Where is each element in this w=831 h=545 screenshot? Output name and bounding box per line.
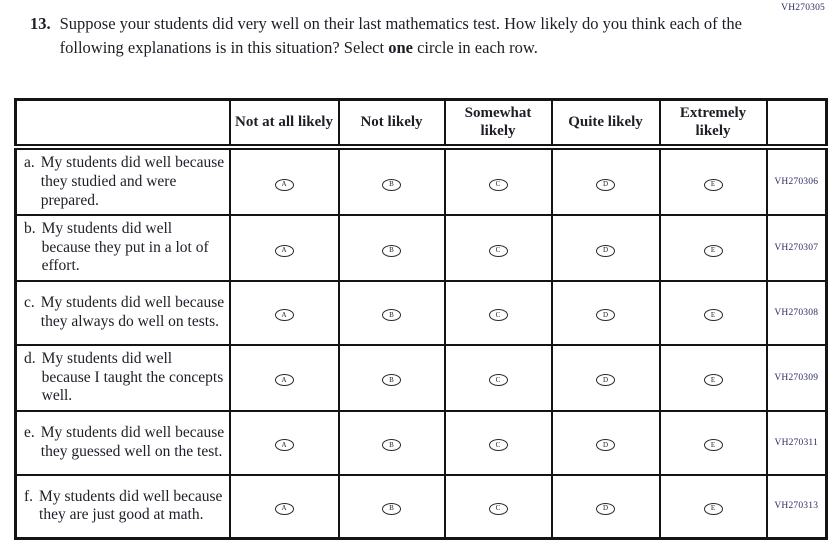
cell-d-not-at-all [230,345,339,411]
statement-d-text: My students did well because I taught the concepts well. [41,349,224,405]
statement-b-text: My students did well because they put in a lot of effort. [41,220,209,275]
cell-a-quite [552,147,660,215]
response-bubble-b-B[interactable]: B [382,245,401,257]
response-bubble-e-E[interactable]: E [704,439,723,451]
cell-e-somewhat [445,411,552,475]
response-bubble-e-B[interactable]: B [382,439,401,451]
row-code-f: VH270313 [767,475,827,539]
header-not-likely: Not likely [339,100,445,148]
table-row-e [16,411,827,475]
response-bubble-f-B[interactable]: B [382,503,401,515]
statement-c [16,281,230,345]
question-text-part2: circle in each row. [412,37,538,57]
statement-f-letter: f. [24,487,34,505]
cell-c-extremely [660,281,767,345]
statement-c-text: My students did well because they always do well on tests. [40,294,225,330]
response-bubble-e-D[interactable]: D [596,439,615,451]
row-code-e: VH270311 [767,411,827,475]
response-bubble-c-E[interactable]: E [704,309,723,321]
row-code-b: VH270307 [767,215,827,281]
statement-e-letter: e. [24,424,35,442]
statement-b [16,215,230,281]
table-row-a [16,147,827,215]
response-bubble-c-D[interactable]: D [596,309,615,321]
cell-e-quite [552,411,660,475]
row-code-c: VH270308 [767,281,827,345]
statement-d-letter: d. [24,349,36,367]
row-code-a: VH270306 [767,147,827,215]
table-row-c [16,281,827,345]
response-bubble-f-E[interactable]: E [704,503,723,515]
response-bubble-e-C[interactable]: C [489,439,508,451]
header-not-at-all-likely: Not at all likely [230,100,339,148]
cell-a-extremely [660,147,767,215]
row-code-d: VH270309 [767,345,827,411]
table-row-f [16,475,827,539]
response-bubble-c-C[interactable]: C [489,309,508,321]
statement-a [16,147,230,215]
response-bubble-f-A[interactable]: A [275,503,294,515]
statement-f [16,475,230,539]
cell-c-quite [552,281,660,345]
response-bubble-c-B[interactable]: B [382,309,401,321]
cell-a-somewhat [445,147,552,215]
statement-e [16,411,230,475]
question-text-part1: Suppose your students did very well on their last mathematics test. How likely do you think each of the following explanations is in this situation? Select [59,14,742,57]
response-bubble-c-A[interactable]: A [275,309,294,321]
statement-d [16,345,230,411]
response-bubble-b-D[interactable]: D [596,245,615,257]
header-row [16,100,827,148]
response-bubble-e-A[interactable]: A [275,439,294,451]
cell-a-not-at-all [230,147,339,215]
cell-b-somewhat [445,215,552,281]
response-bubble-a-E[interactable]: E [704,179,723,191]
response-bubble-d-D[interactable]: D [596,374,615,386]
header-extremely-likely: Extremely likely [660,100,767,148]
response-bubble-f-C[interactable]: C [489,503,508,515]
statement-f-text: My students did well because they are just good at math. [39,487,223,524]
response-bubble-a-D[interactable]: D [596,179,615,191]
response-bubble-d-C[interactable]: C [489,374,508,386]
cell-e-not-at-all [230,411,339,475]
response-bubble-d-A[interactable]: A [275,374,294,386]
question-number: 13. [30,14,51,33]
cell-b-not-likely [339,215,445,281]
cell-f-not-likely [339,475,445,539]
cell-a-not-likely [339,147,445,215]
cell-e-extremely [660,411,767,475]
response-matrix-table [14,98,828,540]
response-bubble-b-E[interactable]: E [704,245,723,257]
header-quite-likely: Quite likely [552,100,660,148]
statement-a-letter: a. [24,154,35,172]
table-row-d [16,345,827,411]
response-bubble-f-D[interactable]: D [596,503,615,515]
cell-c-not-at-all [230,281,339,345]
response-bubble-a-C[interactable]: C [489,179,508,191]
page-accession-code: VH270305 [781,3,825,13]
cell-c-somewhat [445,281,552,345]
response-bubble-a-B[interactable]: B [382,179,401,191]
cell-b-extremely [660,215,767,281]
question-text-bold-word: one [388,37,413,57]
cell-d-not-likely [339,345,445,411]
header-code-cell [767,100,827,148]
cell-d-somewhat [445,345,552,411]
response-bubble-b-C[interactable]: C [489,245,508,257]
table-row-b [16,215,827,281]
cell-f-quite [552,475,660,539]
question-block [30,12,742,60]
cell-b-quite [552,215,660,281]
statement-b-letter: b. [24,220,36,238]
cell-f-somewhat [445,475,552,539]
cell-d-extremely [660,345,767,411]
cell-e-not-likely [339,411,445,475]
cell-b-not-at-all [230,215,339,281]
header-blank-cell [16,100,230,148]
cell-f-not-at-all [230,475,339,539]
response-bubble-d-B[interactable]: B [382,374,401,386]
response-bubble-b-A[interactable]: A [275,245,294,257]
response-bubble-a-A[interactable]: A [275,179,294,191]
statement-e-text: My students did well because they guessed well on the test. [40,424,225,460]
cell-f-extremely [660,475,767,539]
response-bubble-d-E[interactable]: E [704,374,723,386]
statement-a-text: My students did well because they studied and were prepared. [40,154,225,209]
cell-c-not-likely [339,281,445,345]
cell-d-quite [552,345,660,411]
header-somewhat-likely: Somewhat likely [445,100,552,148]
question-text [60,12,742,60]
statement-c-letter: c. [24,294,35,312]
